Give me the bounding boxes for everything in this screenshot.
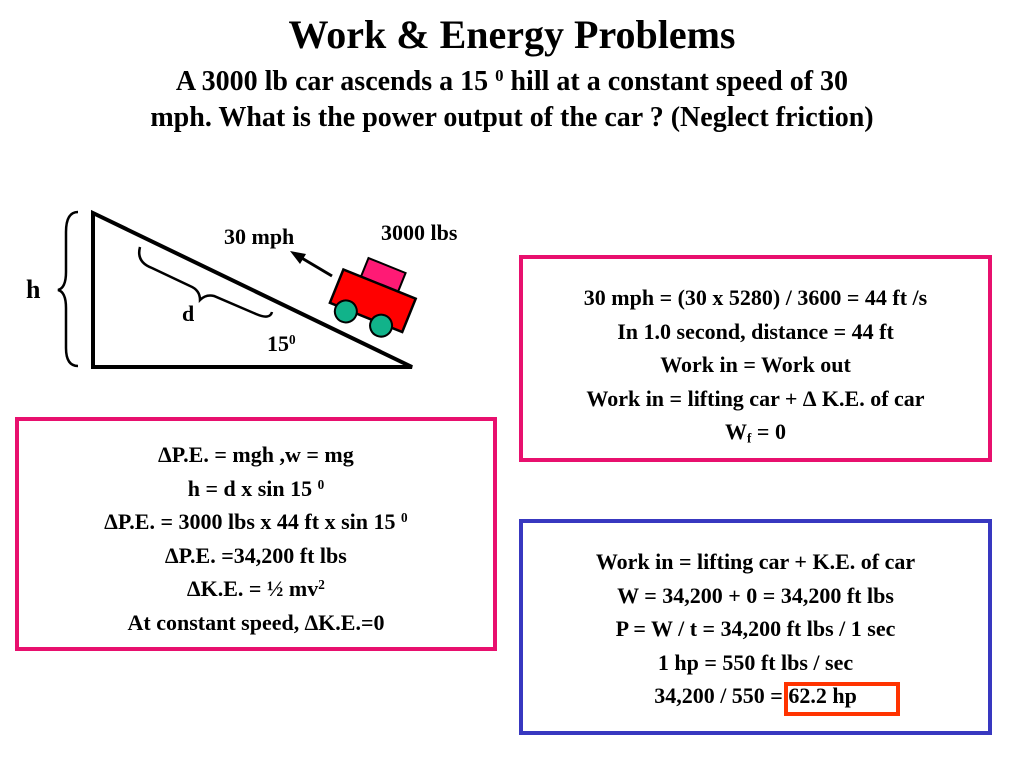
power-result-line: 34,200 / 550 = 62.2 hp	[654, 683, 857, 708]
power-formula-line: P = W / t = 34,200 ft lbs / 1 sec	[615, 616, 896, 641]
angle-degree: 0	[289, 331, 296, 347]
speed-label: 30 mph	[224, 224, 295, 249]
constant-speed-line: At constant speed, ∆K.E.=0	[127, 609, 385, 635]
problem-line-1	[30, 64, 994, 100]
friction-value: = 0	[751, 419, 786, 444]
hp-definition-line: 1 hp = 550 ft lbs / sec	[657, 649, 854, 675]
ke-exponent: 2	[318, 576, 325, 592]
answer-highlight-box	[784, 682, 900, 716]
conversion-line: 30 mph = (30 x 5280) / 3600 = 44 ft /s	[583, 285, 928, 310]
angle-label	[267, 332, 296, 356]
slide-title: Work & Energy Problems	[288, 12, 736, 57]
d-label: d	[182, 301, 195, 326]
work-value-line: W = 34,200 + 0 = 34,200 ft lbs	[617, 582, 894, 608]
friction-subscript: f	[747, 430, 752, 446]
height-formula: h = d x sin 15	[187, 475, 318, 501]
h-brace	[58, 212, 78, 366]
work-balance-line: Work in = Work out	[660, 352, 851, 377]
angle-value: 15	[267, 331, 289, 356]
problem-line-2: mph. What is the power output of the car ? (Neglect friction)	[150, 102, 874, 133]
problem-line-1-text: A 3000 lb car ascends a 15	[175, 66, 496, 97]
d-brace	[139, 247, 272, 317]
friction-line	[523, 415, 988, 449]
degree-superscript: 0	[495, 65, 504, 85]
power-calculation-box	[519, 519, 992, 735]
potential-energy-box	[15, 417, 497, 651]
distance-line: In 1.0 second, distance = 44 ft	[617, 318, 894, 344]
height-line	[19, 472, 493, 506]
pe-substitution-line	[19, 505, 493, 539]
work-components-line: Work in = lifting car + ∆ K.E. of car	[586, 385, 925, 411]
friction-w: W	[725, 419, 748, 444]
speed-conversion-box	[519, 255, 992, 462]
pe-degree: 0	[400, 509, 408, 525]
problem-statement	[30, 64, 994, 136]
weight-label: 3000 lbs	[381, 220, 458, 245]
pe-substitution: ∆P.E. = 3000 lbs x 44 ft x sin 15	[104, 509, 401, 534]
velocity-arrow-head	[290, 251, 306, 264]
ke-formula: ∆K.E. = ½ mv	[187, 576, 319, 601]
velocity-arrow-line	[300, 257, 332, 276]
pe-formula-line: ∆P.E. = mgh ,w = mg	[158, 442, 354, 467]
problem-line-1-rest: hill at a constant speed of 30	[503, 66, 849, 97]
h-label: h	[26, 275, 41, 304]
work-in-line: Work in = lifting car + K.E. of car	[595, 549, 916, 574]
ke-formula-line	[19, 572, 493, 606]
pe-result-line: ∆P.E. =34,200 ft lbs	[165, 542, 347, 568]
height-degree: 0	[317, 476, 325, 492]
